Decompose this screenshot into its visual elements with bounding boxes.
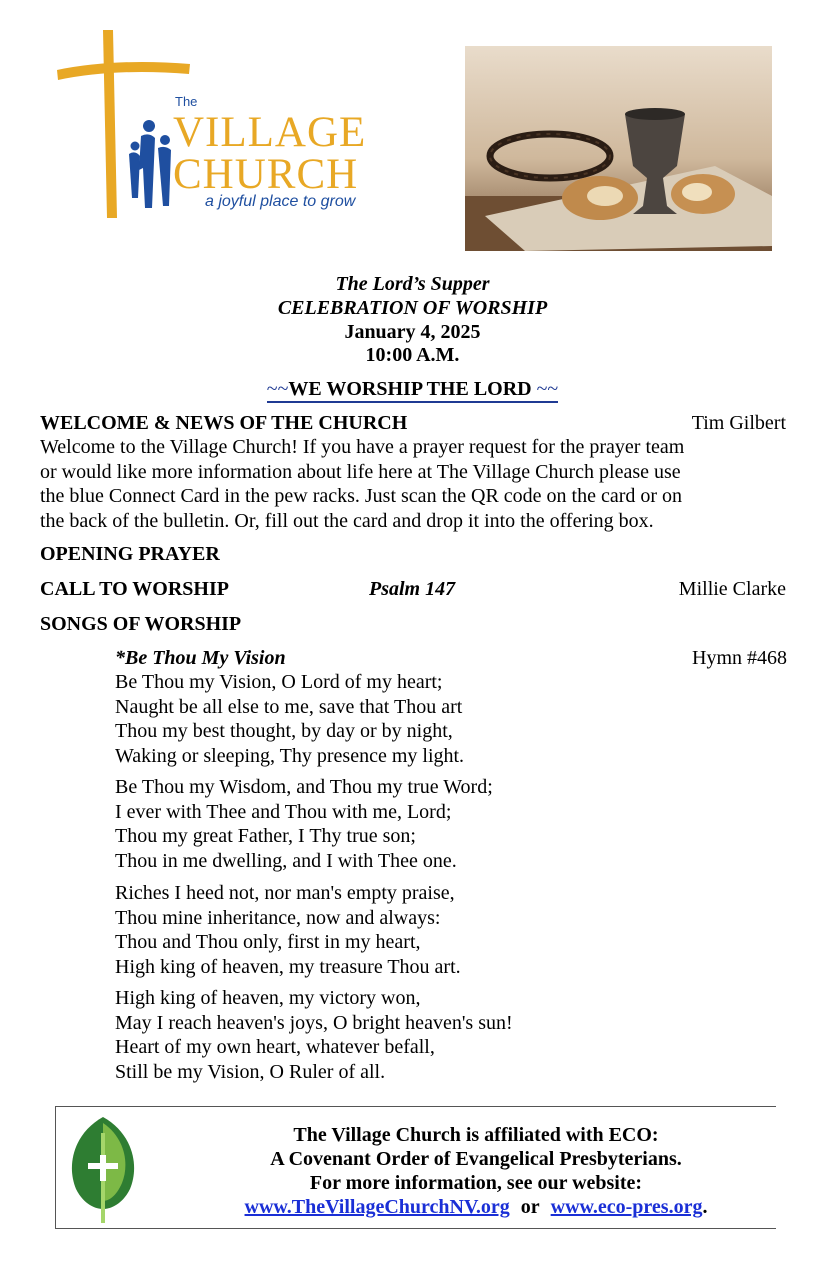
- service-date: January 4, 2025: [344, 321, 481, 343]
- service-time: 10:00 A.M.: [365, 344, 460, 366]
- footer-or: or: [520, 1196, 540, 1218]
- verse-line: Waking or sleeping, Thy presence my light.: [115, 744, 465, 767]
- worship-section-heading: [0, 378, 825, 401]
- footer-period: .: [702, 1196, 708, 1218]
- logo-small-text: The: [175, 94, 198, 109]
- welcome-line: the blue Connect Card in the pew racks. Just scan the QR code on the card or on: [40, 485, 683, 507]
- welcome-line: or would like more information about life here at The Village Church please use: [40, 460, 681, 483]
- welcome-leader: Tim Gilbert: [691, 412, 786, 434]
- call-to-worship-leader: Millie Clarke: [678, 578, 786, 600]
- eco-leaf-icon: [64, 1113, 142, 1223]
- logo-tagline: a joyful place to grow: [205, 193, 356, 210]
- hymn-number: Hymn #468: [692, 647, 787, 669]
- hymn-header: [115, 646, 787, 670]
- call-to-worship-title: CALL TO WORSHIP: [40, 578, 229, 600]
- hymn-verse-3: [115, 881, 461, 979]
- verse-line: Thou and Thou only, first in my heart,: [115, 931, 421, 953]
- section-heading-text: WE WORSHIP THE LORD: [288, 378, 532, 400]
- verse-line: Be Thou my Vision, O Lord of my heart;: [115, 671, 443, 693]
- footer-line3: For more information, see our website:: [309, 1172, 643, 1194]
- hymn-verse-1: [115, 670, 464, 768]
- opening-prayer-row: [40, 542, 786, 566]
- songs-row: [40, 612, 786, 636]
- logo-line1: VILLAGE: [173, 109, 367, 156]
- verse-line: High king of heaven, my treasure Thou art.: [115, 955, 461, 978]
- welcome-line: the back of the bulletin. Or, fill out the card and drop it into the offering box.: [40, 509, 654, 532]
- village-church-website-link[interactable]: www.TheVillageChurchNV.org: [244, 1196, 510, 1218]
- verse-line: May I reach heaven's joys, O bright heaven's sun!: [115, 1011, 513, 1034]
- songs-title: SONGS OF WORSHIP: [40, 613, 242, 635]
- welcome-line: Welcome to the Village Church! If you have a prayer request for the prayer team: [40, 436, 685, 458]
- opening-prayer-title: OPENING PRAYER: [40, 543, 220, 565]
- verse-line: Thou my best thought, by day or by night,: [115, 720, 453, 742]
- call-to-worship-scripture: Psalm 147: [369, 578, 456, 600]
- welcome-title: WELCOME & NEWS OF THE CHURCH: [40, 412, 408, 434]
- welcome-row: [40, 411, 786, 435]
- verse-line: Naught be all else to me, save that Thou art: [115, 695, 463, 718]
- tilde-left: ~~: [267, 378, 289, 403]
- tilde-right: ~~: [531, 378, 559, 400]
- eco-footer-text: [206, 1123, 746, 1219]
- verse-line: Be Thou my Wisdom, and Thou my true Word;: [115, 776, 493, 798]
- hymn-verse-4: [115, 986, 513, 1084]
- logo-line2: CHURCH: [173, 151, 359, 198]
- hymn-verse-2: [115, 775, 493, 873]
- communion-photo: [465, 46, 772, 251]
- verse-line: Thou my great Father, I Thy true son;: [115, 825, 416, 847]
- service-subtitle: The Lord’s Supper: [335, 273, 490, 295]
- footer-line2: A Covenant Order of Evangelical Presbyterians.: [270, 1148, 682, 1170]
- service-title: CELEBRATION OF WORSHIP: [277, 297, 548, 319]
- verse-line: Heart of my own heart, whatever befall,: [115, 1036, 435, 1058]
- village-church-logo: [55, 28, 425, 218]
- verse-line: Still be my Vision, O Ruler of all.: [115, 1060, 386, 1083]
- welcome-paragraph: [40, 435, 790, 533]
- hymn-title: *Be Thou My Vision: [115, 647, 286, 669]
- verse-line: Thou mine inheritance, now and always:: [115, 906, 441, 929]
- eco-footer-box: [55, 1106, 776, 1229]
- call-to-worship-row: [40, 577, 786, 601]
- verse-line: I ever with Thee and Thou with me, Lord;: [115, 800, 452, 823]
- verse-line: High king of heaven, my victory won,: [115, 987, 421, 1009]
- verse-line: Riches I heed not, nor man's empty praise,: [115, 882, 455, 904]
- footer-line1: The Village Church is affiliated with ECO:: [293, 1124, 659, 1146]
- verse-line: Thou in me dwelling, and I with Thee one.: [115, 849, 457, 872]
- eco-website-link[interactable]: www.eco-pres.org: [550, 1196, 703, 1218]
